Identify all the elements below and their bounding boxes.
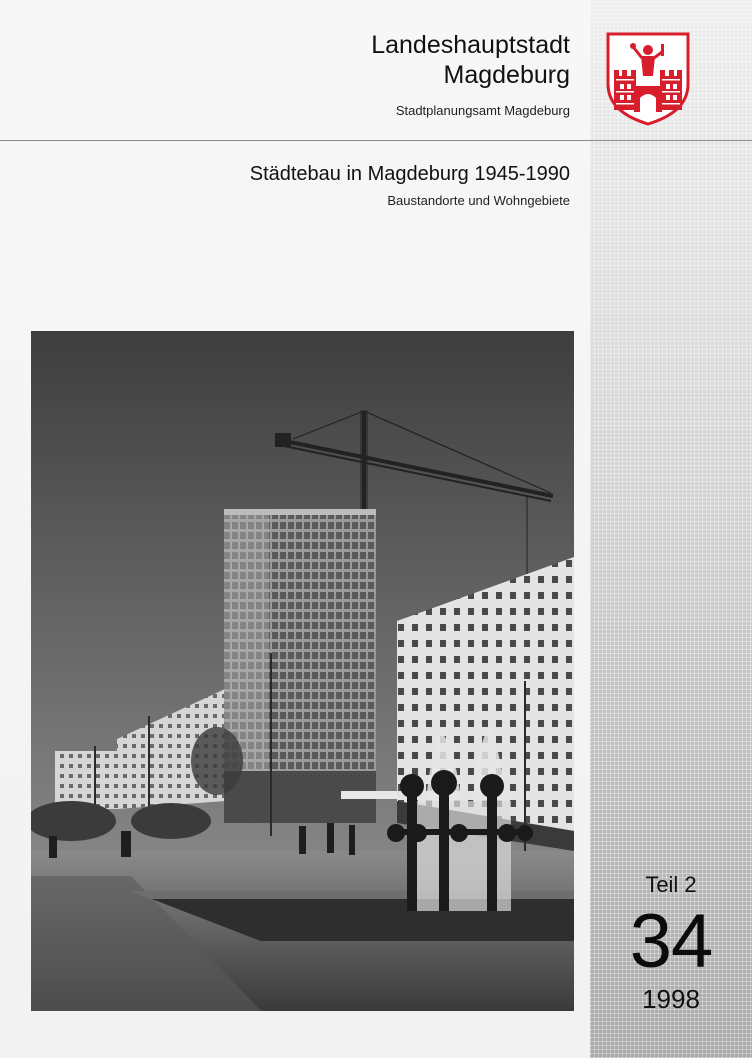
cover-photo bbox=[31, 331, 574, 1011]
issue-number: 34 bbox=[629, 899, 713, 984]
city-name-line1: Landeshauptstadt bbox=[371, 31, 570, 59]
publication-year: 1998 bbox=[642, 984, 700, 1014]
header-divider bbox=[0, 140, 752, 141]
coat-of-arms-icon bbox=[606, 32, 690, 126]
part-label: Teil 2 bbox=[645, 872, 697, 897]
city-name-line2: Magdeburg bbox=[443, 61, 570, 89]
publication-subtitle: Baustandorte und Wohngebiete bbox=[387, 193, 570, 208]
publication-title: Städtebau in Magdeburg 1945-1990 bbox=[249, 163, 570, 185]
office-name: Stadtplanungsamt Magdeburg bbox=[395, 103, 570, 118]
city-name bbox=[371, 30, 570, 90]
